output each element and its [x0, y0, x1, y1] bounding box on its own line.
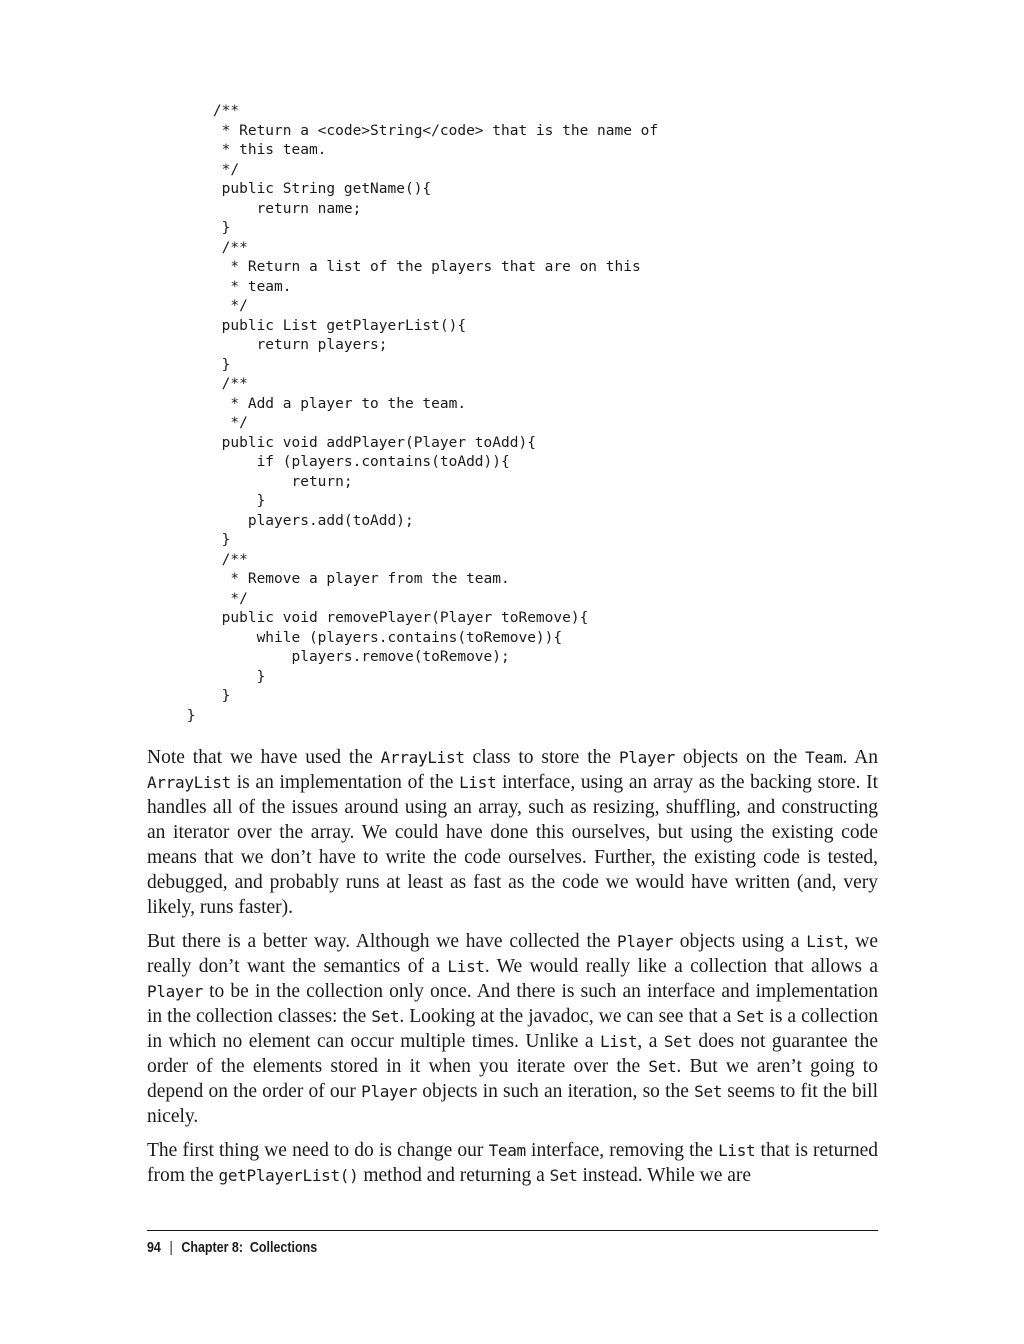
text-run: . Looking at the javadoc, we can see that a [399, 1006, 737, 1027]
inline-code: ArrayList [380, 748, 465, 767]
code-line: } [178, 707, 196, 724]
text-run: does not guarantee the order of the elements stored in it when you iterate over the [147, 1031, 879, 1077]
code-line: */ [178, 415, 248, 431]
code-line: while (players.contains(toRemove)){ [178, 629, 563, 646]
text-run: seems to fit the bill nicely. [147, 1081, 879, 1127]
text-run: The first thing we need to do is change our [147, 1140, 489, 1161]
text-run: that is returned from the [147, 1140, 879, 1186]
code-line: } [178, 668, 266, 685]
text-run: objects on the [674, 747, 806, 768]
inline-code: List [806, 932, 844, 951]
body-text [147, 745, 878, 1197]
code-line: } [178, 356, 231, 373]
text-run: objects using a [673, 931, 807, 952]
code-line: return; [178, 473, 353, 490]
inline-code: List [459, 773, 497, 792]
text-run: to be in the collection only once. And there is such an interface and implementation in the collection classes: the [147, 981, 878, 1027]
text-run: interface, removing the [525, 1140, 719, 1161]
code-line: * Add a player to the team. [178, 395, 467, 412]
inline-code: List [718, 1141, 756, 1160]
inline-code: Set [371, 1007, 400, 1026]
inline-code: List [447, 957, 485, 976]
inline-code: Player [361, 1082, 418, 1101]
code-line: } [178, 220, 231, 236]
code-line: players.add(toAdd); [178, 512, 414, 529]
inline-code: Set [663, 1032, 692, 1051]
code-line: * team. [178, 278, 292, 295]
footer-rule [147, 1230, 878, 1231]
text-run: . We would really like a collection that allows a [484, 956, 878, 977]
text-run: , a [637, 1031, 664, 1052]
inline-code: Player [617, 932, 674, 951]
inline-code: Set [648, 1057, 677, 1076]
paragraph [147, 1138, 878, 1188]
code-line: */ [178, 590, 248, 607]
text-run: objects in such an iteration, so the [417, 1081, 695, 1102]
inline-code: Team [488, 1141, 526, 1160]
code-line: /** [178, 103, 240, 119]
paragraph [147, 745, 878, 920]
code-line: } [178, 493, 266, 509]
code-line: * Return a <code>String</code> that is the name of [178, 122, 659, 139]
text-run: . An [842, 747, 878, 768]
text-run: But there is a better way. Although we have collected the [147, 931, 618, 952]
code-line: return name; [178, 200, 362, 217]
inline-code: Set [694, 1082, 723, 1101]
inline-code: Set [736, 1007, 765, 1026]
code-line: return players; [178, 337, 388, 353]
code-line: public void removePlayer(Player toRemove){ [178, 610, 589, 626]
text-run: interface, using an array as the backing store. It handles all of the issues around using an array, such as resizing, shuffling, and constructing an iterator over the array. We could have done this ourselves, but using the existing code means that we don’t have to write the code ourselves. Further, the existing code is tested, debugged, and probably runs at least as fast as the code we would have written (and, very likely, runs faster). [147, 772, 878, 918]
text-run: , we really don’t want the semantics of a [147, 931, 878, 977]
inline-code: Set [549, 1166, 578, 1185]
code-line: */ [178, 161, 240, 178]
paragraph [147, 929, 878, 1129]
page-footer [147, 1240, 317, 1256]
text-run: is an implementation of the [231, 772, 460, 793]
code-line: /** [178, 551, 248, 568]
code-line: * Return a list of the players that are on this [178, 259, 641, 275]
inline-code: ArrayList [147, 773, 231, 792]
code-line: } [178, 532, 231, 548]
footer-separator: | [169, 1240, 173, 1256]
inline-code: List [600, 1032, 638, 1051]
code-line: public void addPlayer(Player toAdd){ [178, 434, 536, 451]
code-line: if (players.contains(toAdd)){ [178, 454, 510, 470]
text-run: method and returning a [358, 1165, 550, 1186]
code-line: players.remove(toRemove); [178, 649, 510, 665]
code-line: /** [178, 376, 248, 392]
inline-code: Player [618, 748, 675, 767]
code-line: public List getPlayerList(){ [178, 317, 467, 334]
text-run: Note that we have used the [147, 747, 381, 768]
text-run: is a collection in which no element can occur multiple times. Unlike a [147, 1006, 878, 1052]
text-run: class to store the [464, 747, 619, 768]
inline-code: getPlayerList() [218, 1166, 359, 1185]
page-number: 94 [147, 1240, 161, 1256]
code-line: */ [178, 298, 248, 314]
code-listing [178, 102, 658, 726]
code-line: /** [178, 239, 248, 256]
text-run: . But we aren’t going to depend on the order of our [147, 1056, 878, 1102]
chapter-title: Chapter 8: Collections [181, 1240, 318, 1256]
code-line: } [178, 688, 231, 704]
code-line: * this team. [178, 142, 327, 158]
inline-code: Team [805, 748, 843, 767]
text-run: instead. While we are [577, 1165, 752, 1186]
code-line: * Remove a player from the team. [178, 571, 510, 587]
inline-code: Player [147, 982, 203, 1001]
code-line: public String getName(){ [178, 181, 432, 197]
